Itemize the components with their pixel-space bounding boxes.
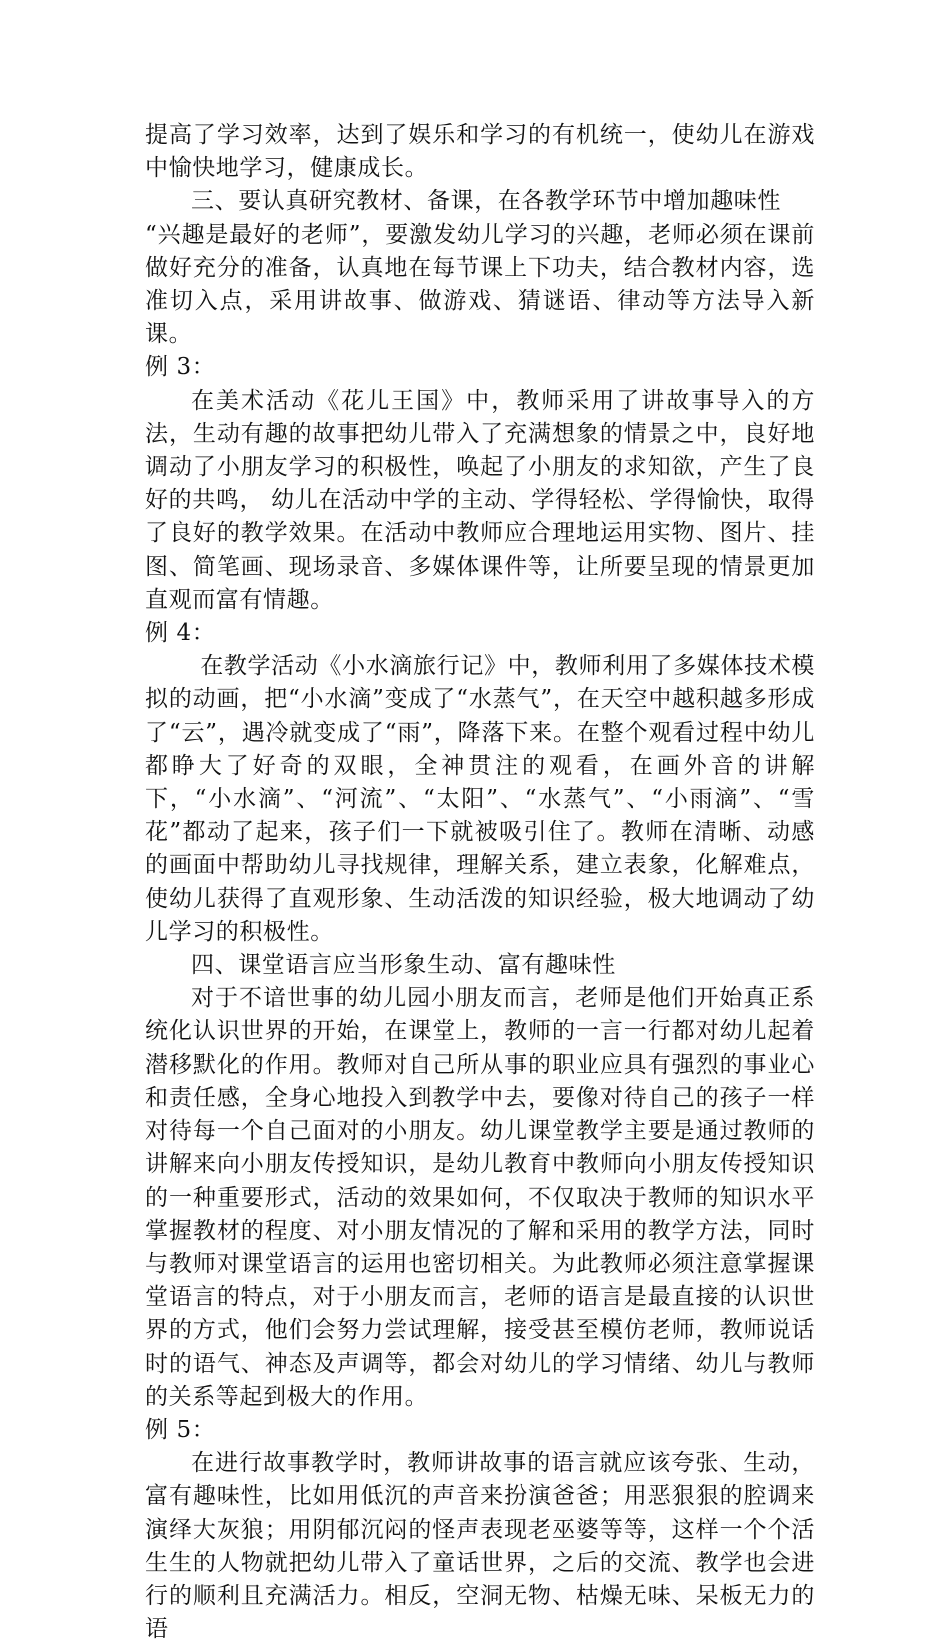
paragraph: 在教学活动《小水滴旅行记》中，教师利用了多媒体技术模拟的动画，把“小水滴”变成了“水蒸气”，在天空中越积越多形成了“云”，遇冷就变成了“雨”，降落下来。在整个观看过程中幼儿都睁大了好奇的双眼，全神贯注的观看，在画外音的讲解下，“小水滴”、“河流”、“太阳”、“水蒸气”、“小雨滴”、“雪花”都动了起来，孩子们一下就被吸引住了。教师在清晰、动感的画面中帮助幼儿寻找规律，理解关系，建立表象，化解难点，使幼儿获得了直观形象、生动活泼的知识经验，极大地调动了幼儿学习的积极性。 bbox=[145, 653, 815, 945]
example-label-4: 例 4： bbox=[145, 620, 216, 647]
example-label-3: 例 3： bbox=[145, 354, 216, 381]
paragraph: “兴趣是最好的老师”，要激发幼儿学习的兴趣，老师必须在课前做好充分的准备，认真地在每节课上下功夫，结合教材内容，选准切入点，采用讲故事、做游戏、猜谜语、律动等方法导入新课。 bbox=[145, 221, 815, 348]
section-heading-3: 三、要认真研究教材、备课，在各教学环节中增加趣味性 bbox=[191, 188, 781, 215]
paragraph: 在美术活动《花儿王国》中，教师采用了讲故事导入的方法，生动有趣的故事把幼儿带入了充满想象的情景之中，良好地调动了小朋友学习的积极性，唤起了小朋友的求知欲，产生了良好的共鸣， 幼儿在活动中学的主动、学得轻松、学得愉快，取得了良好的教学效果。在活动中教师应合理地运用实物、图片、挂图、简笔画、现场录音、多媒体课件等，让所要呈现的情景更加直观而富有情趣。 bbox=[145, 387, 815, 613]
paragraph: 对于不谙世事的幼儿园小朋友而言，老师是他们开始真正系统化认识世界的开始，在课堂上，教师的一言一行都对幼儿起着潜移默化的作用。教师对自己所从事的职业应具有强烈的事业心和责任感，全身心地投入到教学中去，要像对待自己的孩子一样对待每一个自己面对的小朋友。幼儿课堂教学主要是通过教师的讲解来向小朋友传授知识，是幼儿教育中教师向小朋友传授知识的一种重要形式，活动的效果如何，不仅取决于教师的知识水平掌握教材的程度、对小朋友情况的了解和采用的教学方法，同时与教师对课堂语言的运用也密切相关。为此教师必须注意掌握课堂语言的特点，对于小朋友而言，老师的语言是最直接的认识世界的方式，他们会努力尝试理解，接受甚至模仿老师，教师说话时的语气、神态及声调等，都会对幼儿的学习情绪、幼儿与教师的关系等起到极大的作用。 bbox=[145, 985, 815, 1410]
document-body bbox=[145, 119, 815, 1646]
example-label-5: 例 5： bbox=[145, 1416, 216, 1443]
paragraph-continuation: 提高了学习效率，达到了娱乐和学习的有机统一，使幼儿在游戏中愉快地学习，健康成长。 bbox=[145, 122, 815, 182]
section-heading-4: 四、课堂语言应当形象生动、富有趣味性 bbox=[191, 952, 616, 979]
paragraph: 在进行故事教学时，教师讲故事的语言就应该夸张、生动，富有趣味性，比如用低沉的声音来扮演爸爸；用恶狠狠的腔调来演绎大灰狼；用阴郁沉闷的怪声表现老巫婆等等，这样一个个活生生的人物就把幼儿带入了童话世界，之后的交流、教学也会进行的顺利且充满活力。相反，空洞无物、枯燥无味、呆板无力的语 bbox=[145, 1450, 815, 1643]
